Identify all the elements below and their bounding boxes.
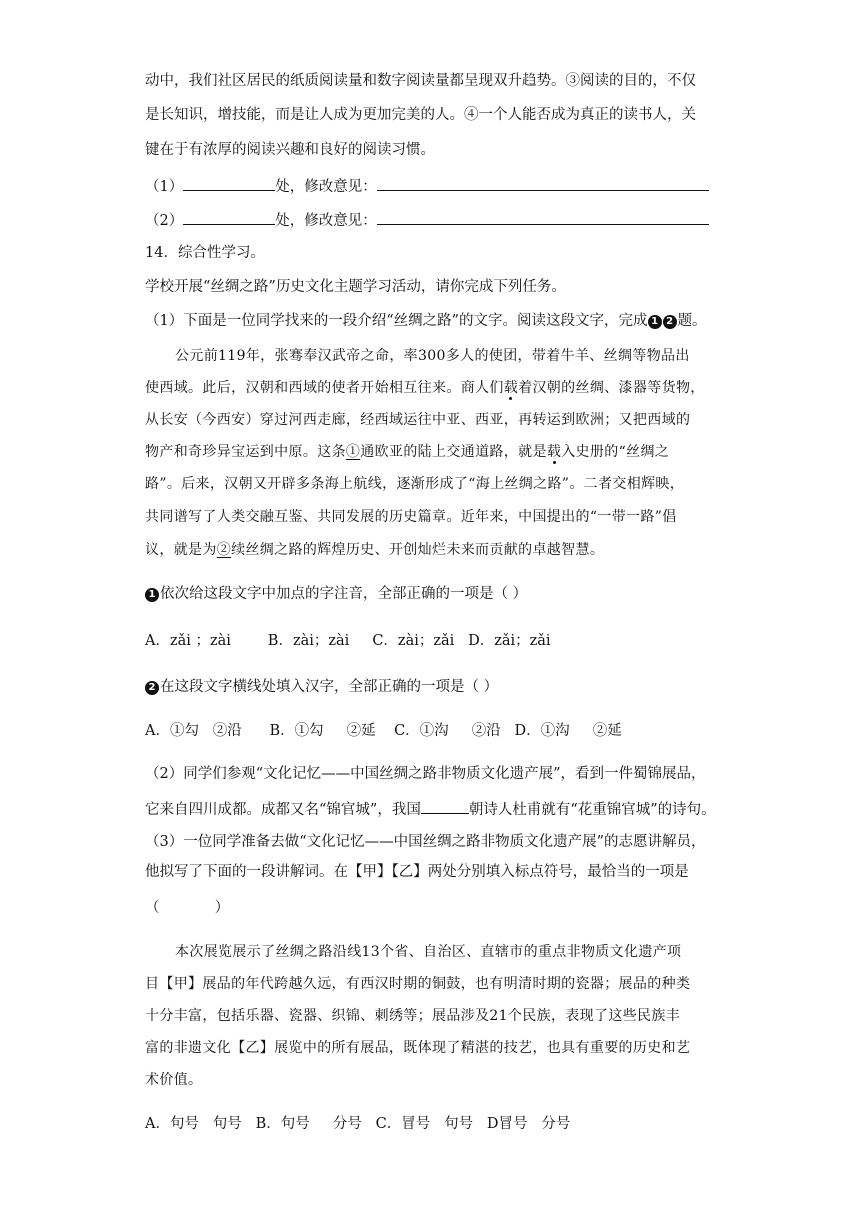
question-2-options[interactable]: A．①勾 ②沿 B．①勾 ②延 C．①沟 ②沿 D．①沟 ②延 — [145, 723, 622, 739]
q14-sub1 — [145, 311, 707, 331]
q13-line-3: 键在于有浓厚的阅读兴趣和良好的阅读习惯。 — [145, 142, 435, 158]
q13-answer-1 — [145, 175, 709, 197]
q13-line-2: 是长知识，增技能，而是让人成为更加完美的人。④一个人能否成为真正的读书人，关 — [145, 107, 696, 123]
question-1-text: 依次给这段文字中加点的字注音，全部正确的一项是（ ） — [160, 586, 528, 602]
badge-1-icon: 1 — [648, 315, 662, 329]
passage-line-2 — [145, 378, 705, 398]
question-1 — [145, 584, 527, 604]
sub2-line-2 — [145, 798, 716, 820]
passage-line-7 — [145, 540, 604, 560]
passage-line-2b: 着汉朝的丝绸、漆器等货物， — [518, 380, 705, 396]
q13-answer-2 — [145, 209, 709, 231]
question-2-text: 在这段文字横线处填入汉字，全部正确的一项是（ ） — [160, 679, 499, 695]
question-2 — [145, 677, 498, 697]
answer-1-location-blank[interactable] — [183, 175, 275, 191]
passage-line-1: 公元前119年，张骞奉汉武帝之命，率300多人的使团，带着牛羊、丝绸等物品出 — [175, 348, 690, 364]
dotted-char-1: 载 — [503, 380, 519, 396]
sub1-end: 题。 — [677, 313, 707, 329]
passage-line-5: 路”。后来，汉朝又开辟多条海上航线，逐渐形成了“海上丝绸之路”。二者交相辉映， — [145, 476, 685, 492]
blank-1[interactable]: ① — [345, 444, 361, 460]
passage-line-7a: 议，就是为 — [145, 542, 217, 558]
answer-1-label: 处，修改意见： — [275, 179, 377, 195]
blank-2[interactable]: ② — [216, 542, 232, 558]
passage-line-4a: 物产和奇珍异宝运到中原。这条 — [145, 444, 346, 460]
answer-1-opinion-blank[interactable] — [377, 175, 709, 191]
sub2-line-1: （2）同学们参观“文化记忆——中国丝绸之路非物质文化遗产展”，看到一件蜀锦展品， — [145, 766, 706, 782]
passage2-line-1: 本次展览展示了丝绸之路沿线13个省、自治区、直辖市的重点非物质文化遗产项 — [175, 944, 682, 960]
q13-line-1: 动中，我们社区居民的纸质阅读量和数字阅读量都呈现双升趋势。③阅读的目的，不仅 — [145, 73, 696, 89]
badge-2-icon: 2 — [663, 315, 677, 329]
sub3-line-3[interactable]: （ ） — [145, 900, 230, 916]
passage-line-4 — [145, 442, 669, 462]
answer-2-prefix: （2） — [145, 213, 184, 229]
answer-2-location-blank[interactable] — [183, 209, 275, 225]
passage2-line-4: 富的非遗文化【乙】展览中的所有展品，既体现了精湛的技艺，也具有重要的历史和艺 — [145, 1040, 691, 1056]
dotted-char-2: 载 — [546, 444, 562, 460]
question-1-options[interactable]: A．zǎi ；zài B．zài；zài C．zài；zǎi D．zǎi；zǎi — [145, 633, 551, 649]
passage-line-3: 从长安（今西安）穿过河西走廊，经西域运往中亚、西亚，再转运到欧洲；又把西域的 — [145, 412, 691, 428]
answer-1-prefix: （1） — [145, 179, 184, 195]
sub2-line-2b: 朝诗人杜甫就有“花重锦官城”的诗句。 — [468, 802, 716, 818]
sub3-line-1: （3）一位同学准备去做“文化记忆——中国丝绸之路非物质文化遗产展”的志愿讲解员， — [145, 834, 706, 850]
answer-2-opinion-blank[interactable] — [377, 209, 709, 225]
sub2-line-2a: 它来自四川成都。成都又名“锦官城”，我国 — [145, 802, 421, 818]
passage2-line-2: 目【甲】展品的年代跨越久远，有西汉时期的铜鼓，也有明清时期的瓷器；展品的种类 — [145, 976, 691, 992]
passage-line-6: 共同谱写了人类交融互鉴、共同发展的历史篇章。近年来，中国提出的“一带一路”倡 — [145, 509, 677, 525]
question-3-options[interactable]: A．句号 句号 B．句号 分号 C．冒号 句号 D冒号 分号 — [145, 1116, 571, 1132]
badge-2-icon: 2 — [145, 681, 159, 695]
badge-1-icon: 1 — [145, 588, 159, 602]
passage2-line-5: 术价值。 — [145, 1072, 203, 1088]
passage-line-2a: 使西域。此后，汉朝和西域的使者开始相互往来。商人们 — [145, 380, 504, 396]
sub3-line-2: 他拟写了下面的一段讲解词。在【甲】【乙】两处分别填入标点符号，最恰当的一项是 — [145, 864, 689, 880]
passage-line-4b: 通欧亚的陆上交通道路，就是 — [360, 444, 547, 460]
passage-line-4c: 入史册的“丝绸之 — [561, 444, 670, 460]
q14-intro: 学校开展“丝绸之路”历史文化主题学习活动，请你完成下列任务。 — [145, 279, 566, 295]
passage-line-7b: 续丝绸之路的辉煌历史、开创灿烂未来而贡献的卓越智慧。 — [231, 542, 605, 558]
passage2-line-3: 十分丰富，包括乐器、瓷器、织锦、刺绣等；展品涉及21个民族，表现了这些民族丰 — [145, 1008, 681, 1024]
q14-title: 14．综合性学习。 — [145, 245, 265, 261]
sub1-text: （1）下面是一位同学找来的一段介绍“丝绸之路”的文字。阅读这段文字，完成 — [145, 313, 648, 329]
answer-2-label: 处，修改意见： — [275, 213, 377, 229]
dynasty-blank[interactable] — [421, 798, 469, 814]
